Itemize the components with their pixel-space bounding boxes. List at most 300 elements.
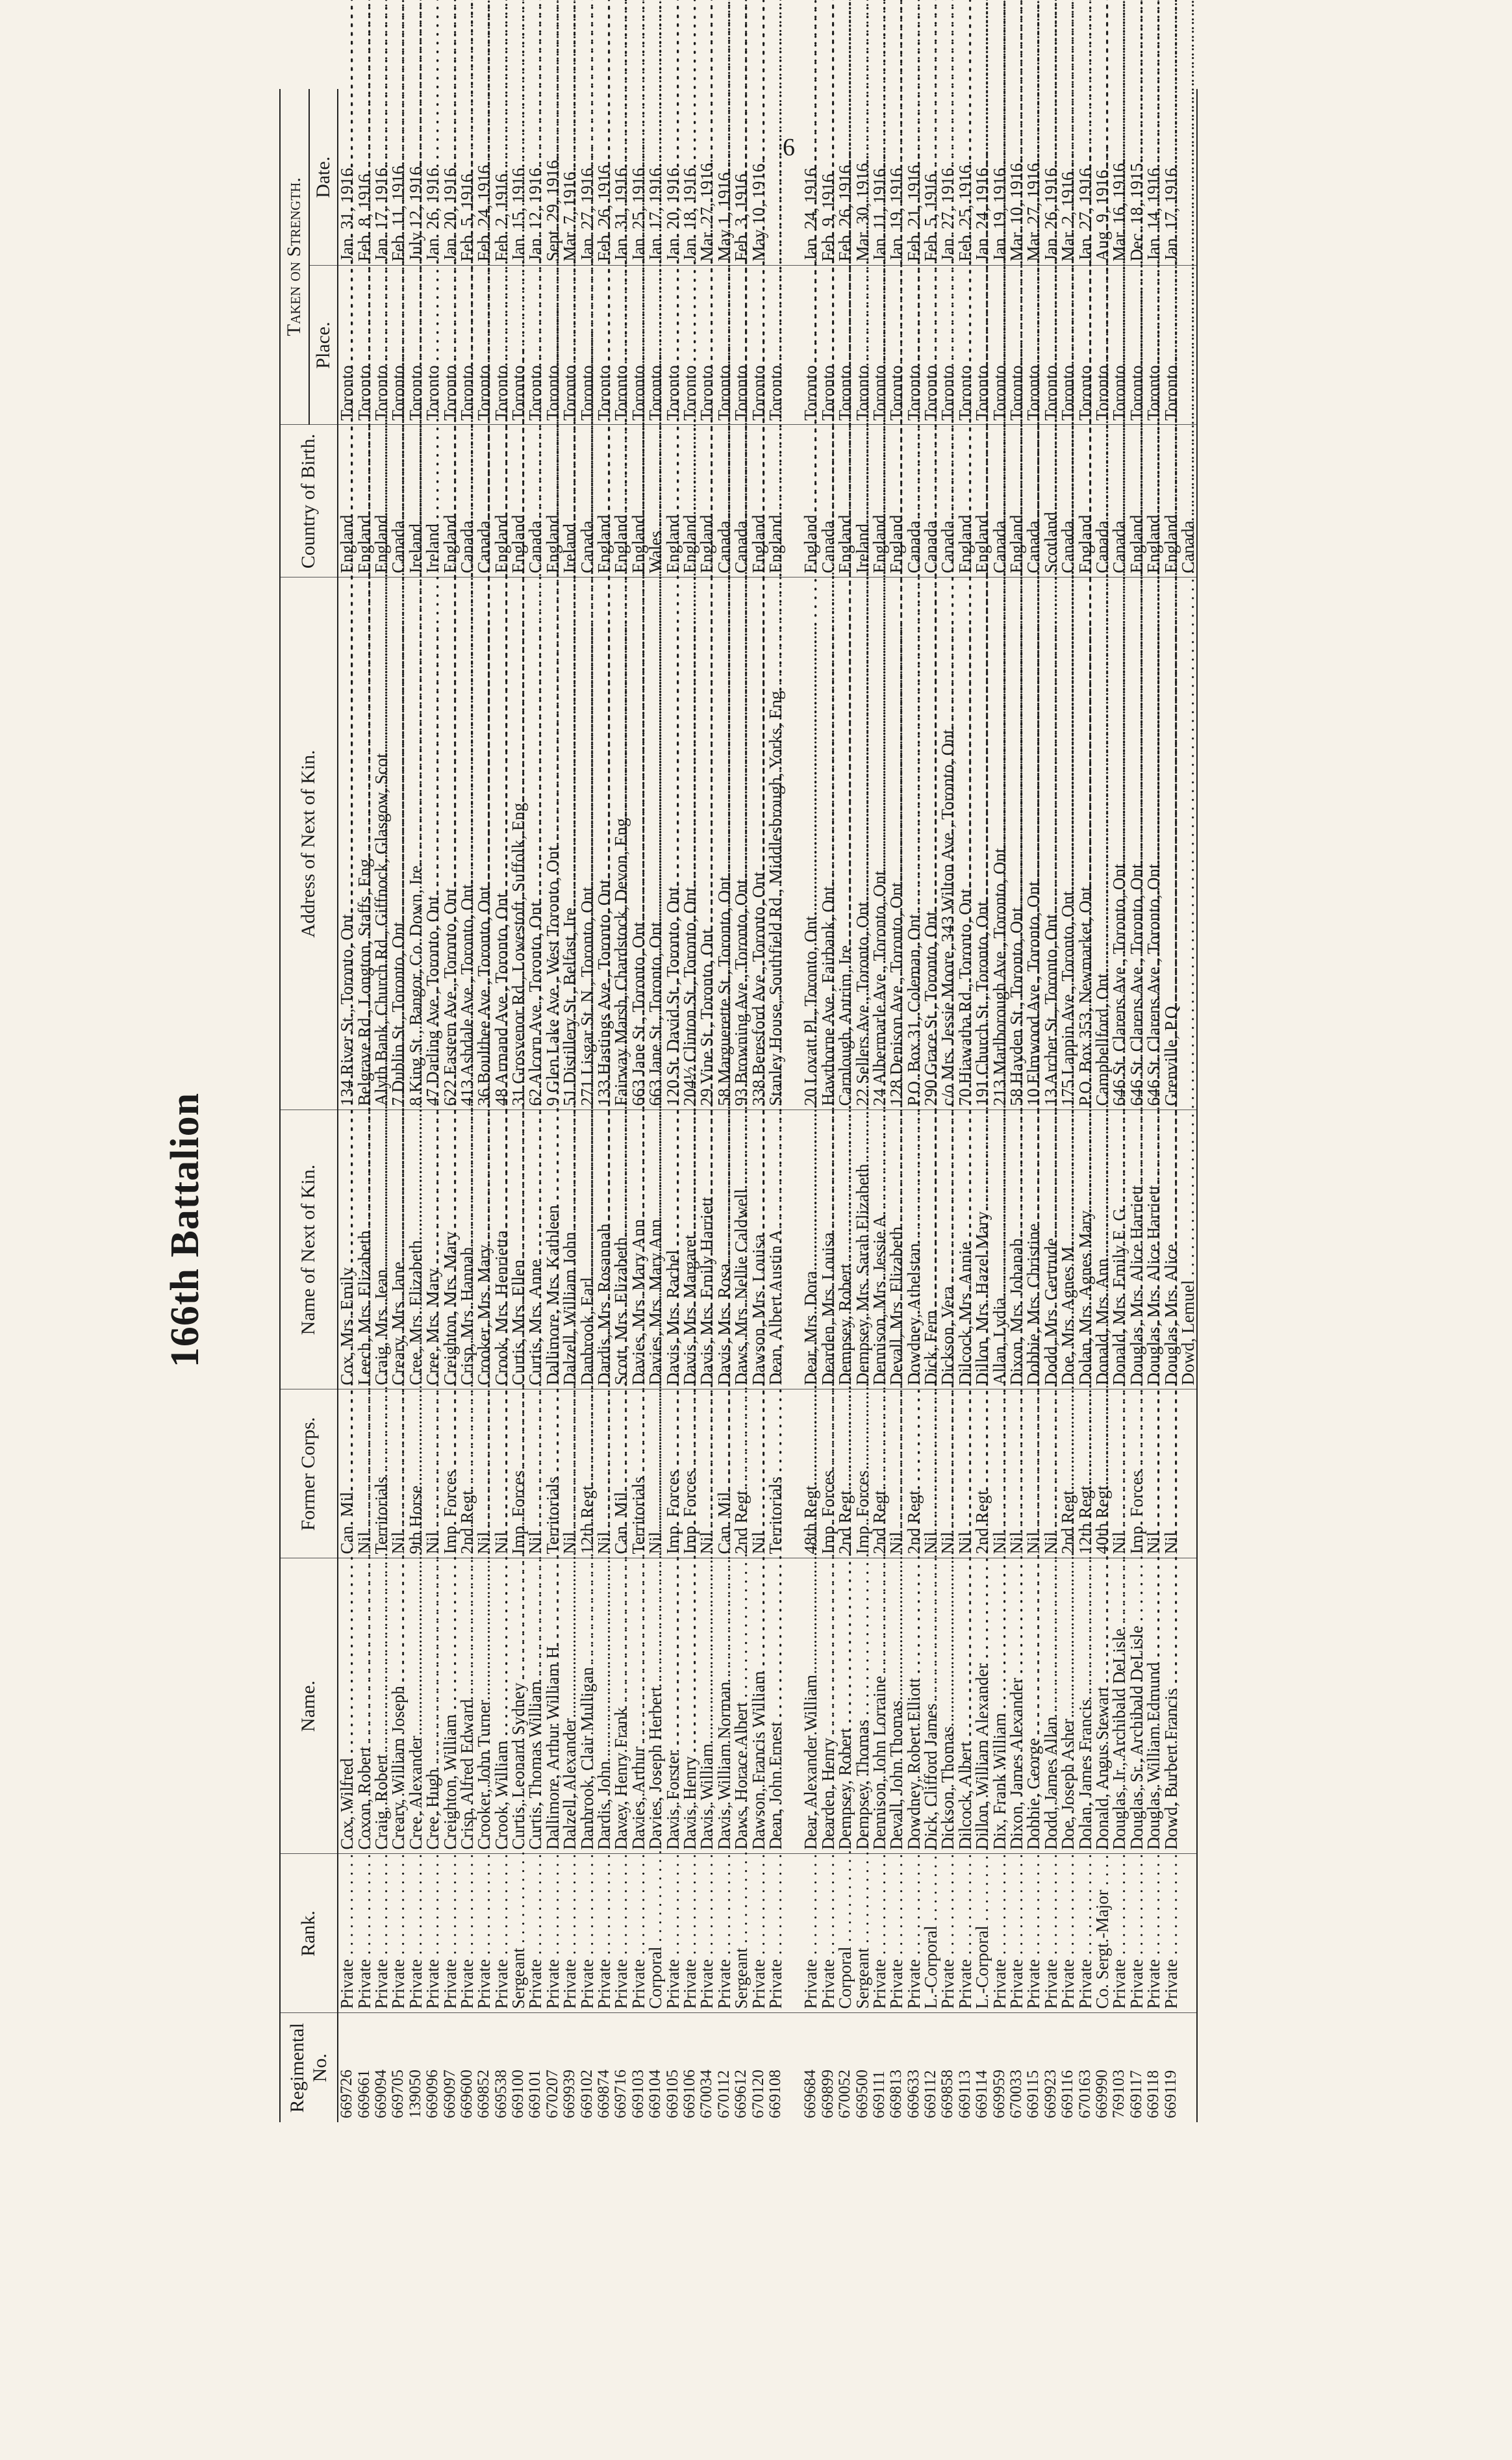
cell-country: Ireland . . . bbox=[424, 425, 441, 577]
cell-date: Jan. 31, 1916. bbox=[611, 163, 631, 262]
table-row bbox=[459, 89, 475, 2122]
cell-date: Jan. 26, 1916. bbox=[423, 163, 443, 262]
cell-place: Toronto . . . bbox=[750, 266, 766, 425]
cell-rank: L.-Corporal . . . bbox=[922, 1854, 939, 2013]
cell-name: Dennison, John Lorraine . . . bbox=[871, 1558, 888, 1854]
cell-place: Toronto . . . bbox=[681, 266, 698, 425]
cell-place: Toronto . . . bbox=[373, 266, 390, 425]
cell-former-corps: Nil . . . bbox=[1025, 1389, 1042, 1558]
cell-rank: Private . . . bbox=[939, 1854, 956, 2013]
cell-address: 36 Boulthee Ave., Toronto, Ont. . . . bbox=[475, 577, 492, 1110]
cell-next-of-kin: Cree, Mrs. Mary . . . bbox=[424, 1110, 441, 1389]
cell-country: England . . . bbox=[767, 425, 784, 577]
table-row bbox=[612, 89, 629, 2122]
cell-date: May 10, 1916. bbox=[748, 159, 768, 262]
column-header-rank: Rank. bbox=[280, 1854, 338, 2013]
cell-place: Toronto . . . bbox=[957, 266, 974, 425]
cell-rank: Private . . . bbox=[1025, 1854, 1042, 2013]
cell-name: Dear, Alexander William . . . bbox=[802, 1558, 819, 1854]
cell-country: Ireland . . . bbox=[853, 425, 870, 577]
cell-date: Jan. 18, 1916. bbox=[680, 163, 699, 262]
cell-regimental-no: 669118 bbox=[1145, 2013, 1162, 2122]
cell-place: Toronto . . . bbox=[853, 266, 870, 425]
cell-rank: Private . . . bbox=[475, 1854, 492, 2013]
cell-date: Dec. 18, 1915. bbox=[1126, 159, 1146, 262]
cell-address: c/o Mrs. Jessie Moore, 343 Wilton Ave., Toronto, Ont. . . . bbox=[939, 577, 956, 1110]
table-row bbox=[837, 89, 853, 2122]
cell-date: Jan. 11, 1916. bbox=[869, 164, 889, 262]
cell-regimental-no: 669102 bbox=[578, 2013, 595, 2122]
table-row bbox=[647, 89, 664, 2122]
table-row bbox=[475, 89, 492, 2122]
cell-address: 51 Distillery St., Belfast, Ire. . . . bbox=[561, 577, 578, 1110]
cell-former-corps: Imp. Forces . . . bbox=[820, 1389, 837, 1558]
cell-next-of-kin: Cree, Mrs. Elizabeth . . . bbox=[407, 1110, 424, 1389]
cell-rank: Private . . . bbox=[424, 1854, 441, 2013]
cell-next-of-kin: Davis, Mrs. Rachel . . . bbox=[664, 1110, 681, 1389]
cell-name: Davies, Joseph Herbert . . . bbox=[647, 1558, 664, 1854]
cell-rank: Private . . . bbox=[681, 1854, 698, 2013]
cell-name: Dickson, Thomas . . . bbox=[939, 1558, 956, 1854]
cell-former-corps: Nil . . . bbox=[527, 1389, 544, 1558]
cell-country: Canada . . . bbox=[1111, 425, 1128, 577]
table-row bbox=[561, 89, 578, 2122]
cell-regimental-no: 670034 bbox=[698, 2013, 715, 2122]
cell-next-of-kin: Dillon, Mrs. Hazel Mary . . . bbox=[974, 1110, 990, 1389]
cell-country: England . . . bbox=[888, 425, 905, 577]
table-row bbox=[1128, 89, 1145, 2122]
cell-former-corps: 40th Regt. . . . bbox=[1094, 1389, 1111, 1558]
table-row bbox=[1059, 89, 1076, 2122]
table-row bbox=[1179, 89, 1197, 2122]
cell-regimental-no: 669103 bbox=[630, 2013, 647, 2122]
cell-country: Canada . . . bbox=[1179, 425, 1197, 577]
cell-place: Toronto . . . bbox=[647, 266, 664, 425]
cell-country: England . . . bbox=[698, 425, 715, 577]
cell-place: Toronto . . . bbox=[1042, 266, 1059, 425]
table-row bbox=[510, 89, 527, 2122]
cell-place: Toronto . . . bbox=[767, 266, 784, 425]
cell-next-of-kin: Davis, Mrs. Emily Harriett . . . bbox=[698, 1110, 715, 1389]
cell-name: Davis, Forster . . . bbox=[664, 1558, 681, 1854]
cell-regimental-no: 669939 bbox=[561, 2013, 578, 2122]
cell-country: England . . . bbox=[957, 425, 974, 577]
cell-place: Toronto . . . bbox=[407, 266, 424, 425]
cell-date: Feb. 9, 1916. bbox=[818, 169, 838, 262]
cell-rank: Corporal . . . bbox=[837, 1854, 853, 2013]
table-row bbox=[527, 89, 544, 2122]
cell-rank: Private . . . bbox=[338, 1854, 355, 2013]
cell-country: England . . . bbox=[493, 425, 510, 577]
cell-place: Toronto . . . bbox=[390, 266, 407, 425]
cell-address: 13 Archer St., Toronto, Ont. . . . bbox=[1042, 577, 1059, 1110]
table-row bbox=[853, 89, 870, 2122]
cell-rank: Private . . . bbox=[441, 1854, 458, 2013]
cell-address: Belgrave Rd., Longton, Staffs, Eng. . . . bbox=[355, 577, 372, 1110]
cell-country: England . . . bbox=[373, 425, 390, 577]
column-header-place: Place. bbox=[309, 266, 338, 425]
cell-next-of-kin: Leech, Mrs. Elizabeth . . . bbox=[355, 1110, 372, 1389]
cell-former-corps: 2nd Regt. . . . bbox=[459, 1389, 475, 1558]
cell-former-corps: Territorials . . . bbox=[373, 1389, 390, 1558]
cell-regimental-no: 669600 bbox=[459, 2013, 475, 2122]
cell-name: Danbrook, Clair Mulligan . . . bbox=[578, 1558, 595, 1854]
cell-address: 622 Eastern Ave., Toronto, Ont. . . . bbox=[441, 577, 458, 1110]
cell-next-of-kin: Scott, Mrs. Elizabeth . . . bbox=[612, 1110, 629, 1389]
cell-place: Toronto . . . bbox=[475, 266, 492, 425]
cell-country: Canada . . . bbox=[716, 425, 733, 577]
cell-country: England . . . bbox=[681, 425, 698, 577]
table-row bbox=[974, 89, 990, 2122]
cell-rank: Private . . . bbox=[1111, 1854, 1128, 2013]
cell-former-corps: Nil . . . bbox=[1042, 1389, 1059, 1558]
cell-rank: Private . . . bbox=[905, 1854, 922, 2013]
cell-place: Toronto . . . bbox=[871, 266, 888, 425]
cell-country: England . . . bbox=[1128, 425, 1145, 577]
cell-address: 646 St. Clarens Ave., Toronto, Ont. . . . bbox=[1128, 577, 1145, 1110]
cell-address: 290 Grace St., Toronto, Ont. . . . bbox=[922, 577, 939, 1110]
cell-rank: Private . . . bbox=[957, 1854, 974, 2013]
cell-place: Toronto . . . bbox=[1008, 266, 1025, 425]
cell-country: Canada . . . bbox=[475, 425, 492, 577]
cell-next-of-kin: Cox, Mrs. Emily . . . bbox=[338, 1110, 355, 1389]
cell-rank: Private . . . bbox=[1042, 1854, 1059, 2013]
table-row bbox=[750, 89, 766, 2122]
cell-former-corps: Imp. Forces . . . bbox=[664, 1389, 681, 1558]
cell-address: P.O. Box 31, Coleman, Ont. . . . bbox=[905, 577, 922, 1110]
cell-former-corps: Imp. Forces . . . bbox=[681, 1389, 698, 1558]
table-row bbox=[1145, 89, 1162, 2122]
cell-address: Carnlough, Antrim, Ire. . . . bbox=[837, 577, 853, 1110]
cell-next-of-kin: Curtis, Mrs. Anne . . . bbox=[527, 1110, 544, 1389]
cell-name: Curtis, Leonard Sydney . . . bbox=[510, 1558, 527, 1854]
cell-rank: Private . . . bbox=[544, 1854, 561, 2013]
cell-next-of-kin: Doe, Mrs. Agnes M. . . . bbox=[1059, 1110, 1076, 1389]
cell-address: 133 Hastings Ave., Toronto, Ont. . . . bbox=[596, 577, 612, 1110]
cell-name: Douglas, Sr., Archibald DeLisle . . . bbox=[1128, 1558, 1145, 1854]
cell-name: Davis, Henry . . . bbox=[681, 1558, 698, 1854]
cell-address: 663 Jane St., Toronto, Ont. . . . bbox=[630, 577, 647, 1110]
cell-former-corps: Imp. Forces . . . bbox=[853, 1389, 870, 1558]
cell-address: Grenville, P.Q. . . . bbox=[1162, 577, 1179, 1110]
cell-place: Toronto . . . bbox=[1059, 266, 1076, 425]
cell-date: Feb. 11, 1916. bbox=[388, 161, 409, 262]
cell-country: Canada . . . bbox=[820, 425, 837, 577]
cell-next-of-kin: Dear, Mrs. Dora . . . bbox=[802, 1110, 819, 1389]
cell-address: 663 Jane St., Toronto, Ont. . . . bbox=[647, 577, 664, 1110]
cell-address: 47 Darling Ave., Toronto, Ont. . . . bbox=[424, 577, 441, 1110]
cell-name: Dixon, James Alexander . . . bbox=[1008, 1558, 1025, 1854]
cell-place: Toronto . . . bbox=[424, 266, 441, 425]
cell-date: Feb. 25, 1916. bbox=[955, 160, 975, 262]
cell-place: Toronto . . . bbox=[939, 266, 956, 425]
page-number: 6 bbox=[783, 134, 795, 161]
cell-former-corps: 2nd Regt. . . . bbox=[733, 1389, 750, 1558]
column-header-country: Country of Birth. bbox=[280, 425, 338, 577]
cell-country: England . . . bbox=[630, 425, 647, 577]
cell-date: Feb. 21, 1916. bbox=[903, 160, 924, 262]
cell-former-corps: Nil . . . bbox=[1111, 1389, 1128, 1558]
cell-next-of-kin: Davies, Mrs. Mary Ann . . . bbox=[647, 1110, 664, 1389]
cell-former-corps: 2nd Regt. . . . bbox=[905, 1389, 922, 1558]
cell-country: England . . . bbox=[338, 425, 355, 577]
roster-body bbox=[338, 89, 1197, 2122]
cell-rank: Private . . . bbox=[1059, 1854, 1076, 2013]
cell-former-corps bbox=[1179, 1389, 1197, 1558]
cell-next-of-kin: Dardis, Mrs. Rosannah . . . bbox=[596, 1110, 612, 1389]
cell-address: 58 Marguerette St., Toronto, Ont. . . . bbox=[716, 577, 733, 1110]
cell-rank: Private . . . bbox=[493, 1854, 510, 2013]
cell-date: Jan. 20, 1916. bbox=[440, 163, 460, 262]
table-row bbox=[630, 89, 647, 2122]
cell-country: England . . . bbox=[441, 425, 458, 577]
cell-next-of-kin: Davis, Mrs. Margaret . . . bbox=[681, 1110, 698, 1389]
cell-former-corps: Can. Mil. . . . bbox=[716, 1389, 733, 1558]
cell-regimental-no: 669716 bbox=[612, 2013, 629, 2122]
cell-regimental-no: 669105 bbox=[664, 2013, 681, 2122]
column-header-name: Name. bbox=[280, 1558, 338, 1854]
table-row bbox=[544, 89, 561, 2122]
cell-name: Davis, William Norman . . . bbox=[716, 1558, 733, 1854]
cell-place: Toronto . . . bbox=[493, 266, 510, 425]
table-row bbox=[1162, 89, 1179, 2122]
cell-name: Cree, Alexander . . . bbox=[407, 1558, 424, 1854]
cell-country: England . . . bbox=[802, 425, 819, 577]
cell-place: Toronto . . . bbox=[716, 266, 733, 425]
cell-next-of-kin: Donald, Mrs. Emily E. G. . . . bbox=[1111, 1110, 1128, 1389]
cell-place: Toronto . . . bbox=[664, 266, 681, 425]
cell-address: Campbellford, Ont. . . . bbox=[1094, 577, 1111, 1110]
cell-rank: Private . . . bbox=[407, 1854, 424, 2013]
cell-date: Feb. 8, 1916. bbox=[354, 169, 374, 262]
cell-country: Canada . . . bbox=[990, 425, 1007, 577]
cell-former-corps: Territorials . . . bbox=[544, 1389, 561, 1558]
cell-former-corps: 2nd Regt. . . . bbox=[1059, 1389, 1076, 1558]
column-header-next-of-kin: Name of Next of Kin. bbox=[280, 1110, 338, 1389]
cell-next-of-kin: Dennison, Mrs. Jessie A. . . . bbox=[871, 1110, 888, 1389]
cell-next-of-kin: Devall, Mrs. Elizabeth . . . bbox=[888, 1110, 905, 1389]
cell-name: Douglas, Jr., Archibald DeLisle . . . bbox=[1111, 1558, 1128, 1854]
table-row bbox=[681, 89, 698, 2122]
cell-rank: Private . . . bbox=[561, 1854, 578, 2013]
cell-next-of-kin: Dalzell, William John . . . bbox=[561, 1110, 578, 1389]
cell-next-of-kin: Daws, Mrs. Nellie Caldwell . . . bbox=[733, 1110, 750, 1389]
cell-regimental-no: 669858 bbox=[939, 2013, 956, 2122]
cell-former-corps: Imp. Forces . . . bbox=[441, 1389, 458, 1558]
page-title: 166th Battalion bbox=[163, 1092, 207, 1368]
cell-date: Mar. 27, 1916. bbox=[697, 159, 717, 262]
cell-address: Alyth Bank, Church Rd., Giffnock, Glasgow, Scot. . . . bbox=[373, 577, 390, 1110]
table-row bbox=[407, 89, 424, 2122]
table-row bbox=[493, 89, 510, 2122]
cell-rank: Private . . . bbox=[459, 1854, 475, 2013]
table-row bbox=[1076, 89, 1093, 2122]
cell-regimental-no: 669923 bbox=[1042, 2013, 1059, 2122]
cell-next-of-kin: Dempsey, Robert . . . bbox=[837, 1110, 853, 1389]
cell-former-corps: Nil . . . bbox=[355, 1389, 372, 1558]
cell-country: Canada . . . bbox=[922, 425, 939, 577]
cell-former-corps: Nil . . . bbox=[957, 1389, 974, 1558]
cell-country: England . . . bbox=[544, 425, 561, 577]
cell-rank: Private . . . bbox=[888, 1854, 905, 2013]
cell-address: 213 Marlborough Ave., Toronto, Ont. . . . bbox=[990, 577, 1007, 1110]
cell-country: Canada . . . bbox=[1059, 425, 1076, 577]
cell-regimental-no: 669094 bbox=[373, 2013, 390, 2122]
cell-former-corps: 12th Regt. . . . bbox=[578, 1389, 595, 1558]
cell-name: Doe, Joseph Asher . . . bbox=[1059, 1558, 1076, 1854]
cell-former-corps: Nil . . . bbox=[424, 1389, 441, 1558]
cell-rank: Private . . . bbox=[630, 1854, 647, 2013]
cell-name: Crook, William . . . bbox=[493, 1558, 510, 1854]
cell-rank: Private . . . bbox=[355, 1854, 372, 2013]
cell-next-of-kin: Craig, Mrs. Jean . . . bbox=[373, 1110, 390, 1389]
cell-rank: Private . . . bbox=[527, 1854, 544, 2013]
cell-name: Dardis, John . . . bbox=[596, 1558, 612, 1854]
cell-date: Mar. 10, 1916. bbox=[1007, 159, 1027, 262]
cell-former-corps: Nil . . . bbox=[990, 1389, 1007, 1558]
cell-address: Hawthorne Ave., Fairbank, Ont. . . . bbox=[820, 577, 837, 1110]
cell-name: Dix, Frank William . . . bbox=[990, 1558, 1007, 1854]
cell-name: Dowdney, Robert Elliott . . . bbox=[905, 1558, 922, 1854]
cell-next-of-kin: Dowd, Lemuel . . . bbox=[1179, 1110, 1197, 1389]
table-row bbox=[1094, 89, 1111, 2122]
cell-country: Canada . . . bbox=[1094, 425, 1111, 577]
cell-name: Dawson, Francis William . . . bbox=[750, 1558, 766, 1854]
cell-regimental-no: 669959 bbox=[990, 2013, 1007, 2122]
cell-address: Stanley House, Southfield Rd., Middlesbrough, Yorks, Eng. . . . bbox=[767, 577, 784, 1110]
cell-country: Canada . . . bbox=[390, 425, 407, 577]
cell-name: Dillon, William Alexander . . . bbox=[974, 1558, 990, 1854]
table-row bbox=[820, 89, 837, 2122]
cell-country: Canada . . . bbox=[733, 425, 750, 577]
cell-address: Fairway Marsh, Chardstock, Devon, Eng. . . . bbox=[612, 577, 629, 1110]
cell-country: Ireland . . . bbox=[407, 425, 424, 577]
table-row bbox=[957, 89, 974, 2122]
cell-rank: Private . . . bbox=[1128, 1854, 1145, 2013]
cell-address: 48 Armand Ave., Toronto, Ont. . . . bbox=[493, 577, 510, 1110]
cell-date: Jan. 27, 1916. bbox=[577, 163, 597, 262]
cell-former-corps: Nil . . . bbox=[561, 1389, 578, 1558]
column-header-address: Address of Next of Kin. bbox=[280, 577, 338, 1110]
cell-former-corps: 9th Horse . . . bbox=[407, 1389, 424, 1558]
cell-country: England . . . bbox=[1008, 425, 1025, 577]
cell-country: Canada . . . bbox=[939, 425, 956, 577]
cell-regimental-no: 669813 bbox=[888, 2013, 905, 2122]
cell-name: Dempsey, Robert . . . bbox=[837, 1558, 853, 1854]
column-header-date: Date. bbox=[309, 89, 338, 266]
cell-former-corps: Nil . . . bbox=[390, 1389, 407, 1558]
cell-address: 271 Lisgar St. N., Toronto, Ont. . . . bbox=[578, 577, 595, 1110]
cell-place: Toronto . . . bbox=[1162, 266, 1179, 425]
cell-next-of-kin: Donald, Mrs. Ann . . . bbox=[1094, 1110, 1111, 1389]
cell-country: England . . . bbox=[355, 425, 372, 577]
cell-address: 10 Elmwood Ave., Toronto, Ont. . . . bbox=[1025, 577, 1042, 1110]
table-row bbox=[922, 89, 939, 2122]
cell-date: Jan. 19, 1916. bbox=[989, 163, 1009, 262]
cell-former-corps: Imp. Forces . . . bbox=[510, 1389, 527, 1558]
cell-address: 338 Beresford Ave., Toronto, Ont. . . . bbox=[750, 577, 766, 1110]
cell-country: England . . . bbox=[612, 425, 629, 577]
table-row bbox=[664, 89, 681, 2122]
cell-next-of-kin: Crisp, Mrs. Hannah . . . bbox=[459, 1110, 475, 1389]
table-row bbox=[871, 89, 888, 2122]
cell-country: England . . . bbox=[1145, 425, 1162, 577]
cell-rank: Private . . . bbox=[664, 1854, 681, 2013]
cell-country: Scotland . . . bbox=[1042, 425, 1059, 577]
cell-place: Toronto . . . bbox=[596, 266, 612, 425]
cell-date: Jan. 12, 1916. bbox=[525, 163, 546, 262]
cell-rank: Private . . . bbox=[820, 1854, 837, 2013]
cell-name: Dick, Clifford James . . . bbox=[922, 1558, 939, 1854]
cell-next-of-kin: Danbrook, Earl . . . bbox=[578, 1110, 595, 1389]
cell-country: England . . . bbox=[974, 425, 990, 577]
cell-regimental-no: 669119 bbox=[1162, 2013, 1179, 2122]
cell-address: 9 Glen Lake Ave., West Toronto, Ont. . . . bbox=[544, 577, 561, 1110]
cell-date: Jan. 24, 1916. bbox=[972, 163, 992, 262]
cell-former-corps: 48th Regt. . . . bbox=[802, 1389, 819, 1558]
cell-date: Feb. 2, 1916. bbox=[491, 169, 511, 262]
cell-regimental-no: 669661 bbox=[355, 2013, 372, 2122]
cell-next-of-kin: Dowdney, Athelstan . . . bbox=[905, 1110, 922, 1389]
cell-name: Dolan, James Francis . . . bbox=[1076, 1558, 1093, 1854]
cell-address: 646 St. Clarens Ave., Toronto, Ont. . . . bbox=[1111, 577, 1128, 1110]
cell-next-of-kin: Dolan, Mrs. Agnes Mary . . . bbox=[1076, 1110, 1093, 1389]
cell-name: Crisp, Alfred Edward . . . bbox=[459, 1558, 475, 1854]
cell-former-corps: Can. Mil. . . . bbox=[612, 1389, 629, 1558]
cell-address: 20 Lovatt Pl., Toronto, Ont. . . . bbox=[802, 577, 819, 1110]
cell-name: Devall, John Thomas . . . bbox=[888, 1558, 905, 1854]
cell-next-of-kin: Curtis, Mrs. Ellen . . . bbox=[510, 1110, 527, 1389]
cell-name: Davis, William . . . bbox=[698, 1558, 715, 1854]
cell-rank: Private . . . bbox=[1145, 1854, 1162, 2013]
cell-date: Mar. 2, 1916. bbox=[1058, 167, 1078, 262]
cell-former-corps: Nil . . . bbox=[647, 1389, 664, 1558]
cell-address: 128 Denison Ave., Toronto, Ont. . . . bbox=[888, 577, 905, 1110]
cell-country: England . . . bbox=[750, 425, 766, 577]
cell-next-of-kin: Douglas, Mrs. Alice . . . bbox=[1162, 1110, 1179, 1389]
cell-next-of-kin: Crook, Mrs. Henrietta . . . bbox=[493, 1110, 510, 1389]
cell-former-corps: Nil . . . bbox=[922, 1389, 939, 1558]
cell-regimental-no: 670163 bbox=[1076, 2013, 1093, 2122]
cell-rank: Private . . . bbox=[373, 1854, 390, 2013]
cell-next-of-kin: Davis, Mrs. Rosa . . . bbox=[716, 1110, 733, 1389]
group-spacer bbox=[784, 89, 802, 2122]
cell-regimental-no: 670112 bbox=[716, 2013, 733, 2122]
cell-regimental-no: 669899 bbox=[820, 2013, 837, 2122]
cell-next-of-kin: Dempsey, Mrs. Sarah Elizabeth . . . bbox=[853, 1110, 870, 1389]
table-row bbox=[1111, 89, 1128, 2122]
cell-address: 70 Hiawatha Rd., Toronto, Ont. . . . bbox=[957, 577, 974, 1110]
cell-former-corps: Imp. Forces . . . bbox=[1128, 1389, 1145, 1558]
cell-place: Toronto . . . bbox=[355, 266, 372, 425]
cell-next-of-kin: Dickson, Vera . . . bbox=[939, 1110, 956, 1389]
cell-address: 62 Alcorn Ave., Toronto, Ont. . . . bbox=[527, 577, 544, 1110]
cell-next-of-kin: Allan, Lydia . . . bbox=[990, 1110, 1007, 1389]
cell-address: 204½ Clinton St., Toronto, Ont. . . . bbox=[681, 577, 698, 1110]
cell-former-corps: 2nd Regt. . . . bbox=[974, 1389, 990, 1558]
cell-regimental-no: 669112 bbox=[922, 2013, 939, 2122]
cell-regimental-no: 669538 bbox=[493, 2013, 510, 2122]
table-row bbox=[441, 89, 458, 2122]
cell-date: Jan. 31, 1916. bbox=[337, 163, 357, 262]
cell-regimental-no: 139050 bbox=[407, 2013, 424, 2122]
cell-next-of-kin: Dilcock, Mrs. Annie . . . bbox=[957, 1110, 974, 1389]
cell-country: England . . . bbox=[837, 425, 853, 577]
cell-rank: Sergeant . . . bbox=[733, 1854, 750, 2013]
cell-rank: Private . . . bbox=[596, 1854, 612, 2013]
cell-next-of-kin: Crooker, Mrs. Mary . . . bbox=[475, 1110, 492, 1389]
cell-address: 175 Lappin Ave., Toronto, Ont. . . . bbox=[1059, 577, 1076, 1110]
